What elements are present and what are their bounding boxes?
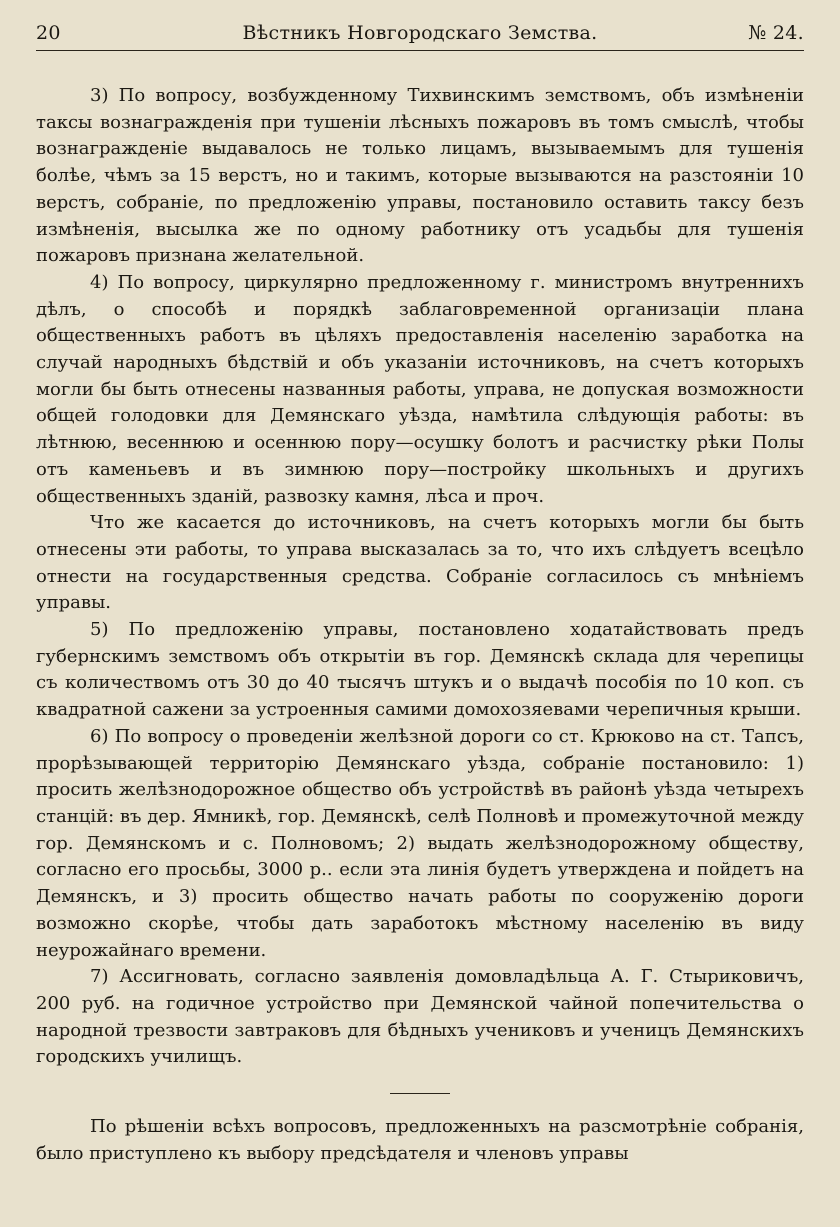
closing-paragraph: По рѣшеніи всѣхъ вопросовъ, предложенныхъ на разсмотрѣніе собранія, было приступлено къ выбору предсѣдателя и членовъ управы xyxy=(36,1116,804,1164)
journal-title: Вѣстникъ Новгородскаго Земства. xyxy=(242,22,598,44)
paragraph-item-3: 3) По вопросу, возбужденному Тихвинскимъ земствомъ, объ измѣненіи таксы вознагражденія при тушеніи лѣсныхъ пожаровъ въ томъ смыслѣ, чтобы вознагражденіе выдавалось не только лицамъ, вызываемымъ для тушенія болѣе, чѣмъ за 15 верстъ, но и такимъ, которые вызываются на разстояніи 10 верстъ, собраніе, по предложенію управы, постановило оставить таксу безъ измѣненія, высылка же по одному работнику отъ усадьбы для тушенія пожаровъ признана желательной. xyxy=(36,85,804,267)
page xyxy=(36,14,804,1167)
paragraph-sources: Что же касается до источниковъ, на счетъ которыхъ могли бы быть отнесены эти работы, то управа высказалась за то, что ихъ слѣдуетъ всецѣло отнести на государственныя средства. Собраніе согласилось съ мнѣніемъ управы. xyxy=(36,512,804,614)
running-header xyxy=(36,14,804,51)
paragraph-item-6: 6) По вопросу о проведеніи желѣзной дороги со ст. Крюково на ст. Тапсъ, прорѣзывающей территорію Демянскаго уѣзда, собраніе постановило: 1) просить желѣзнодорожное общество объ устройствѣ въ районѣ уѣзда четырехъ станцій: въ дер. Ямникѣ, гор. Демянскѣ, селѣ Полновѣ и промежуточной между гор. Демянскомъ и с. Полновомъ; 2) выдать желѣзнодорожному обществу, согласно его просьбы, 3000 р.. если эта линія будетъ утверждена и пойдетъ на Демянскъ, и 3) просить общество начать работы по сооруженію дороги возможно скорѣе, чтобы дать заработокъ мѣстному населенію въ виду неурожайнаго времени. xyxy=(36,725,804,961)
article-body xyxy=(36,51,804,1167)
issue-number: № 24. xyxy=(748,22,804,44)
paragraph-item-4: 4) По вопросу, циркулярно предложенному г. министромъ внутреннихъ дѣлъ, о способѣ и порядкѣ заблаговременной организаціи плана общественныхъ работъ въ цѣляхъ предоставленія населенію заработка на случай народныхъ бѣдствій и объ указаніи источниковъ, на счетъ которыхъ могли бы быть отнесены названныя работы, управа, не допуская возможности общей голодовки для Демянскаго уѣзда, намѣтила слѣдующія работы: въ лѣтнюю, весеннюю и осеннюю пору—осушку болотъ и расчистку рѣки Полы отъ каменьевъ и въ зимнюю пору—постройку школьныхъ и другихъ общественныхъ зданій, развозку камня, лѣса и проч. xyxy=(36,271,804,507)
section-divider xyxy=(390,1093,450,1094)
paragraph-item-5: 5) По предложенію управы, постановлено ходатайствовать предъ губернскимъ земствомъ объ открытіи въ гор. Демянскѣ склада для черепицы съ количествомъ отъ 30 до 40 тысячъ штукъ и о выдачѣ пособія по 10 коп. съ квадратной сажени за устроенныя самими домохозяевами черепичныя крыши. xyxy=(36,619,804,721)
page-number: 20 xyxy=(36,22,61,44)
paragraph-item-7: 7) Ассигновать, согласно заявленія домовладѣльца А. Г. Стыриковичъ, 200 руб. на годичное устройство при Демянской чайной попечительства о народной трезвости завтраковъ для бѣдныхъ учениковъ и ученицъ Демянскихъ городскихъ училищъ. xyxy=(36,966,804,1068)
